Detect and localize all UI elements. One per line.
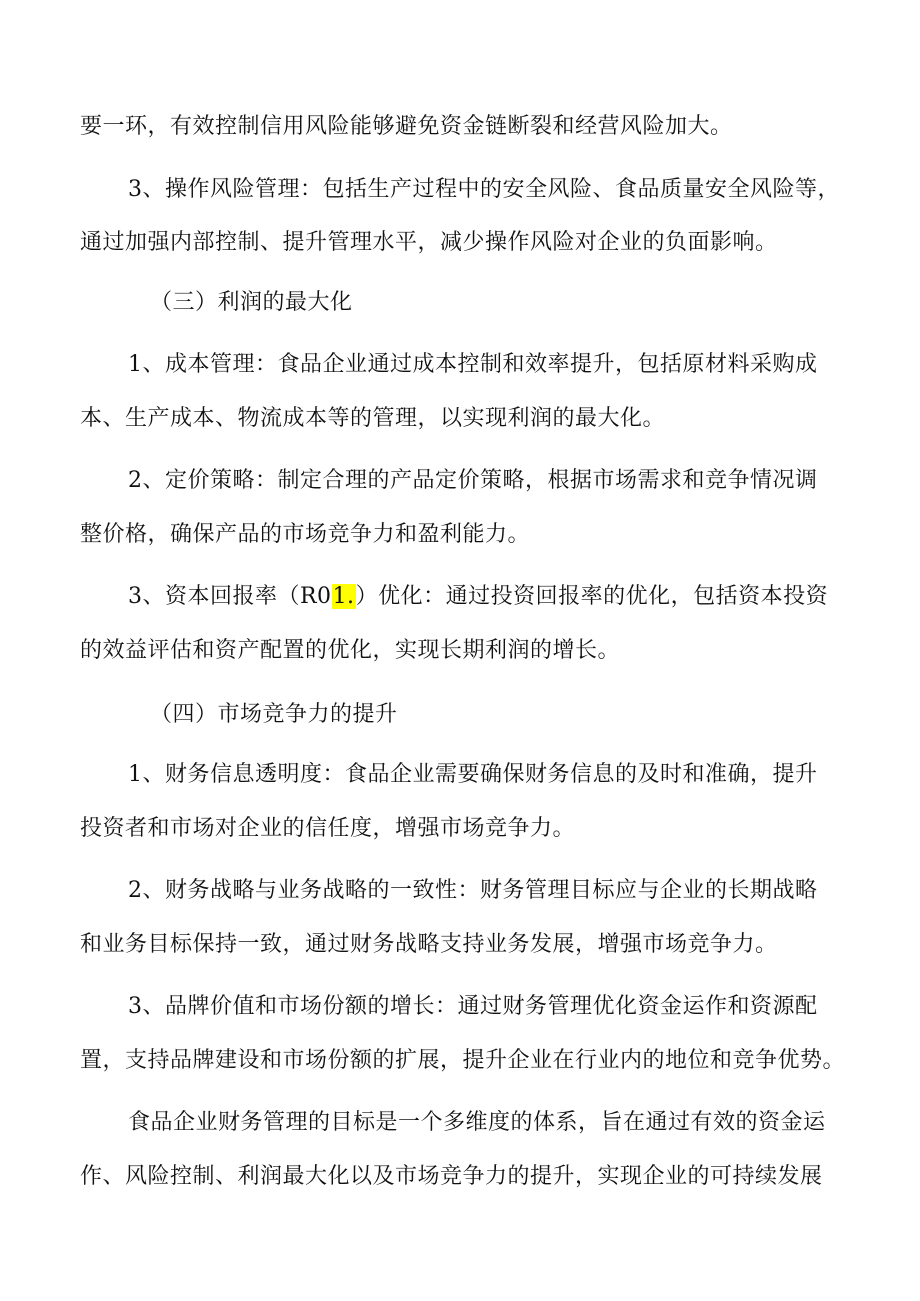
text-segment: 3、资本回报率（R0 — [128, 584, 332, 609]
paragraph-line: 3、操作风险管理：包括生产过程中的安全风险、食品质量安全风险等， — [128, 177, 840, 202]
paragraph-line: 置，支持品牌建设和市场份额的扩展，提升企业在行业内的地位和竞争优势。 — [80, 1048, 846, 1073]
paragraph-line: 要一环，有效控制信用风险能够避免资金链断裂和经营风险加大。 — [80, 114, 733, 139]
paragraph-line: 2、定价策略：制定合理的产品定价策略，根据市场需求和竞争情况调 — [128, 468, 818, 493]
paragraph-line: 投资者和市场对企业的信任度，增强市场竞争力。 — [80, 816, 576, 841]
paragraph-line: 3、品牌价值和市场份额的增长：通过财务管理优化资金运作和资源配 — [128, 994, 818, 1019]
paragraph-line: 食品企业财务管理的目标是一个多维度的体系，旨在通过有效的资金运 — [128, 1110, 826, 1135]
paragraph-line — [128, 582, 828, 612]
highlighted-text: 1. — [332, 584, 355, 609]
paragraph-line: 1、财务信息透明度：食品企业需要确保财务信息的及时和准确，提升 — [128, 762, 818, 787]
paragraph-line: 整价格，确保产品的市场竞争力和盈利能力。 — [80, 522, 531, 547]
paragraph-line: 1、成本管理：食品企业通过成本控制和效率提升，包括原材料采购成 — [128, 352, 818, 377]
paragraph-line: 的效益评估和资产配置的优化，实现长期利润的增长。 — [80, 638, 621, 663]
section-heading: （三）利润的最大化 — [150, 290, 353, 315]
paragraph-line: 和业务目标保持一致，通过财务战略支持业务发展，增强市场竞争力。 — [80, 932, 778, 957]
text-segment: ）优化：通过投资回报率的优化，包括资本投资 — [355, 584, 829, 609]
paragraph-line: 通过加强内部控制、提升管理水平，减少操作风险对企业的负面影响。 — [80, 230, 778, 255]
paragraph-line: 作、风险控制、利润最大化以及市场竞争力的提升，实现企业的可持续发展 — [80, 1164, 823, 1189]
paragraph-line: 本、生产成本、物流成本等的管理，以实现利润的最大化。 — [80, 406, 666, 431]
section-heading: （四）市场竞争力的提升 — [150, 702, 398, 727]
paragraph-line: 2、财务战略与业务战略的一致性：财务管理目标应与企业的长期战略 — [128, 878, 818, 903]
